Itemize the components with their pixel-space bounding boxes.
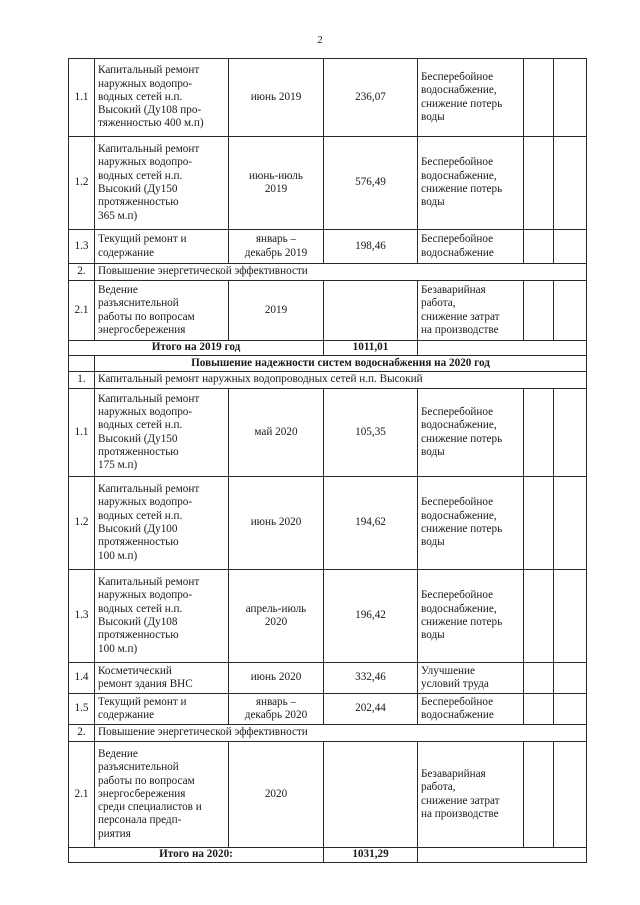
work-description: Капитальный ремонт наружных водопро- водных сетей н.п. Высокий (Ду108 про- тяженностью 400 м.п) xyxy=(95,59,229,137)
section-title: Повышение энергетической эффективности xyxy=(95,725,587,742)
section-row xyxy=(69,372,587,389)
total-row xyxy=(69,848,587,863)
blank-cell xyxy=(554,230,587,264)
work-description: Капитальный ремонт наружных водопро- водных сетей н.п. Высокий (Ду150 протяженностью 175 м.п) xyxy=(95,389,229,477)
blank-cell xyxy=(554,389,587,477)
section-row xyxy=(69,725,587,742)
expected-result: Безаварийная работа, снижение затрат на производстве xyxy=(418,281,524,341)
blank-cell xyxy=(554,742,587,848)
table-row xyxy=(69,570,587,663)
expected-result: Бесперебойное водоснабжение, снижение потерь воды xyxy=(418,389,524,477)
table-row xyxy=(69,59,587,137)
total-row xyxy=(69,341,587,356)
blank-cell xyxy=(524,137,554,230)
blank-cell xyxy=(524,389,554,477)
heading-row xyxy=(69,356,587,372)
row-number: 1.1 xyxy=(69,389,95,477)
work-description: Капитальный ремонт наружных водопро- водных сетей н.п. Высокий (Ду108 протяженностью 100 м.п) xyxy=(95,570,229,663)
blank-cell xyxy=(524,230,554,264)
work-period: июнь-июль 2019 xyxy=(229,137,324,230)
row-number: 1.1 xyxy=(69,59,95,137)
work-cost: 105,35 xyxy=(324,389,418,477)
expected-result: Бесперебойное водоснабжение, снижение потерь воды xyxy=(418,477,524,570)
blank-cell xyxy=(554,477,587,570)
work-cost: 196,42 xyxy=(324,570,418,663)
work-description: Ведение разъяснительной работы по вопросам энергосбережения среди специалистов и персонала предп- риятия xyxy=(95,742,229,848)
work-period: апрель-июль 2020 xyxy=(229,570,324,663)
row-number: 1.4 xyxy=(69,663,95,694)
row-number: 1.3 xyxy=(69,230,95,264)
row-number: 1.3 xyxy=(69,570,95,663)
blank-cell xyxy=(554,281,587,341)
work-cost xyxy=(324,281,418,341)
expected-result: Бесперебойное водоснабжение, снижение потерь воды xyxy=(418,570,524,663)
blank-cell xyxy=(554,59,587,137)
work-description: Капитальный ремонт наружных водопро- водных сетей н.п. Высокий (Ду100 протяженностью 100 м.п) xyxy=(95,477,229,570)
blank-cell xyxy=(524,570,554,663)
work-description: Текущий ремонт и содержание xyxy=(95,694,229,725)
work-cost: 198,46 xyxy=(324,230,418,264)
section-title: Капитальный ремонт наружных водопроводных сетей н.п. Высокий xyxy=(95,372,587,389)
section-number: 2. xyxy=(69,725,95,742)
expected-result: Бесперебойное водоснабжение xyxy=(418,694,524,725)
work-period: январь – декабрь 2020 xyxy=(229,694,324,725)
work-cost: 332,46 xyxy=(324,663,418,694)
section-number: 2. xyxy=(69,264,95,281)
blank-cell xyxy=(524,59,554,137)
section-title: Повышение энергетической эффективности xyxy=(95,264,587,281)
table-row xyxy=(69,694,587,725)
table-row xyxy=(69,281,587,341)
work-period: май 2020 xyxy=(229,389,324,477)
blank-cell xyxy=(524,742,554,848)
work-description: Капитальный ремонт наружных водопро- водных сетей н.п. Высокий (Ду150 протяженностью 365 м.п) xyxy=(95,137,229,230)
work-cost: 236,07 xyxy=(324,59,418,137)
work-period: июнь 2020 xyxy=(229,663,324,694)
year-heading: Повышение надежности систем водоснабжения на 2020 год xyxy=(95,356,587,372)
work-cost: 202,44 xyxy=(324,694,418,725)
row-number: 2.1 xyxy=(69,281,95,341)
blank-cell xyxy=(524,694,554,725)
section-number: 1. xyxy=(69,372,95,389)
measures-table xyxy=(68,58,587,863)
work-period: июнь 2019 xyxy=(229,59,324,137)
blank-cell xyxy=(524,281,554,341)
total-value: 1031,29 xyxy=(324,848,418,863)
total-label: Итого на 2019 год xyxy=(69,341,324,356)
blank-cell xyxy=(418,341,587,356)
table-row xyxy=(69,742,587,848)
table-row xyxy=(69,663,587,694)
expected-result: Бесперебойное водоснабжение, снижение потерь воды xyxy=(418,59,524,137)
expected-result: Бесперебойное водоснабжение, снижение потерь воды xyxy=(418,137,524,230)
work-description: Косметический ремонт здания ВНС xyxy=(95,663,229,694)
work-period: январь – декабрь 2019 xyxy=(229,230,324,264)
expected-result: Улучшение условий труда xyxy=(418,663,524,694)
table-row xyxy=(69,230,587,264)
table-row xyxy=(69,137,587,230)
expected-result: Безаварийная работа, снижение затрат на производстве xyxy=(418,742,524,848)
section-row xyxy=(69,264,587,281)
row-number: 2.1 xyxy=(69,742,95,848)
total-value: 1011,01 xyxy=(324,341,418,356)
blank-cell xyxy=(554,663,587,694)
work-cost: 194,62 xyxy=(324,477,418,570)
work-period: июнь 2020 xyxy=(229,477,324,570)
row-number: 1.2 xyxy=(69,477,95,570)
work-period: 2020 xyxy=(229,742,324,848)
table-row xyxy=(69,389,587,477)
work-cost: 576,49 xyxy=(324,137,418,230)
row-number: 1.2 xyxy=(69,137,95,230)
page-number: 2 xyxy=(317,34,323,46)
expected-result: Бесперебойное водоснабжение xyxy=(418,230,524,264)
row-number: 1.5 xyxy=(69,694,95,725)
work-cost xyxy=(324,742,418,848)
work-description: Ведение разъяснительной работы по вопросам энергосбережения xyxy=(95,281,229,341)
total-label: Итого на 2020: xyxy=(69,848,324,863)
work-period: 2019 xyxy=(229,281,324,341)
blank-cell xyxy=(524,477,554,570)
work-description: Текущий ремонт и содержание xyxy=(95,230,229,264)
blank-cell xyxy=(418,848,587,863)
blank-cell xyxy=(554,694,587,725)
table-row xyxy=(69,477,587,570)
blank-cell xyxy=(524,663,554,694)
blank-cell xyxy=(554,137,587,230)
blank-cell xyxy=(69,356,95,372)
blank-cell xyxy=(554,570,587,663)
